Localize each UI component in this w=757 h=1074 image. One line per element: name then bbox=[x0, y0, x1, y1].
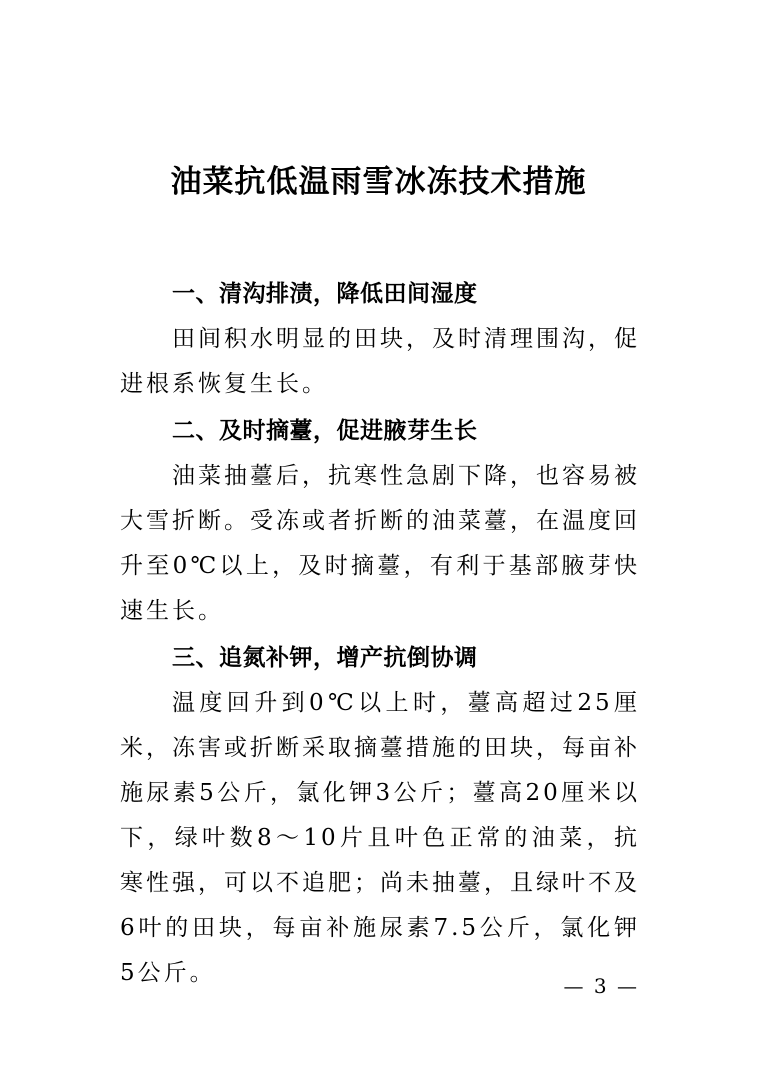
document-title: 油菜抗低温雨雪冰冻技术措施 bbox=[170, 164, 587, 200]
section-paragraph-3: 温度回升到0℃以上时，薹高超过25厘米，冻害或折断采取摘薹措施的田块，每亩补施尿素5公斤，氯化钾3公斤；薹高20厘米以下，绿叶数8～10片且叶色正常的油菜，抗寒性强，可以不追肥；尚未抽薹，且绿叶不及6叶的田块，每亩补施尿素7.5公斤，氯化钾5公斤。 bbox=[120, 690, 640, 986]
section-heading-3: 三、追氮补钾，增产抗倒协调 bbox=[172, 645, 478, 671]
section-paragraph-1: 田间积水明显的田块，及时清理围沟，促进根系恢复生长。 bbox=[120, 326, 640, 397]
section-heading-2: 二、及时摘薹，促进腋芽生长 bbox=[172, 418, 478, 444]
document-body bbox=[120, 272, 640, 996]
section-paragraph-2: 油菜抽薹后，抗寒性急剧下降，也容易被大雪折断。受冻或者折断的油菜薹，在温度回升至0℃以上，及时摘薹，有利于基部腋芽快速生长。 bbox=[120, 463, 640, 624]
page-number: — 3 — bbox=[563, 974, 639, 998]
section-heading-1: 一、清沟排渍，降低田间湿度 bbox=[172, 281, 478, 307]
